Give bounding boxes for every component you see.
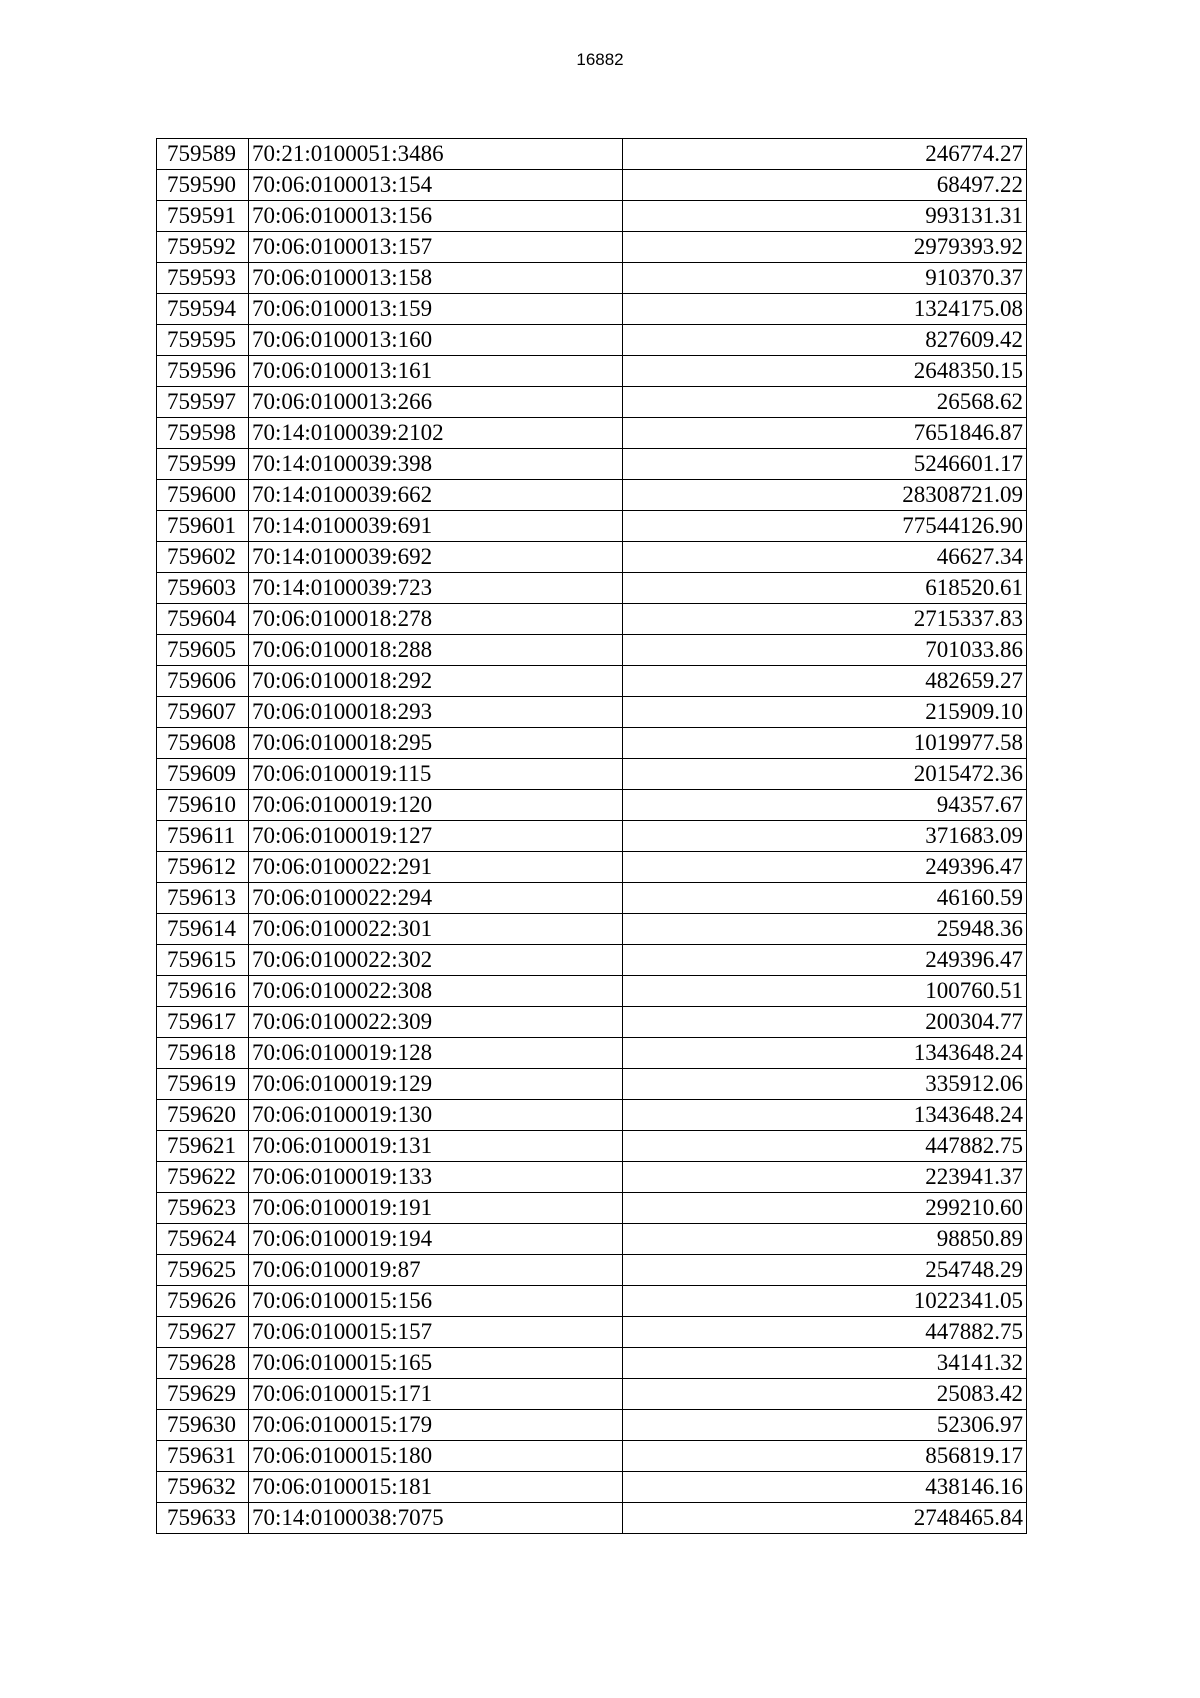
cadastral-number-cell: 70:06:0100019:127 <box>249 821 623 852</box>
cadastral-number-cell: 70:06:0100019:131 <box>249 1131 623 1162</box>
row-number-cell: 759630 <box>157 1410 249 1441</box>
cadastral-number-cell: 70:06:0100022:309 <box>249 1007 623 1038</box>
row-number-cell: 759614 <box>157 914 249 945</box>
row-number-cell: 759596 <box>157 356 249 387</box>
cadastral-value-cell: 7651846.87 <box>623 418 1027 449</box>
table-row <box>157 697 1027 728</box>
table-row <box>157 821 1027 852</box>
cadastral-number-cell: 70:06:0100022:308 <box>249 976 623 1007</box>
cadastral-value-cell: 993131.31 <box>623 201 1027 232</box>
cadastral-value-cell: 910370.37 <box>623 263 1027 294</box>
table-row <box>157 418 1027 449</box>
cadastral-value-cell: 2748465.84 <box>623 1503 1027 1534</box>
table-row <box>157 325 1027 356</box>
table-row <box>157 790 1027 821</box>
row-number-cell: 759600 <box>157 480 249 511</box>
cadastral-value-cell: 254748.29 <box>623 1255 1027 1286</box>
cadastral-number-cell: 70:06:0100019:130 <box>249 1100 623 1131</box>
cadastral-number-cell: 70:06:0100013:156 <box>249 201 623 232</box>
row-number-cell: 759615 <box>157 945 249 976</box>
row-number-cell: 759605 <box>157 635 249 666</box>
cadastral-value-cell: 2715337.83 <box>623 604 1027 635</box>
cadastral-value-cell: 2648350.15 <box>623 356 1027 387</box>
cadastral-number-cell: 70:06:0100018:278 <box>249 604 623 635</box>
cadastral-value-cell: 438146.16 <box>623 1472 1027 1503</box>
cadastral-value-cell: 2979393.92 <box>623 232 1027 263</box>
cadastral-number-cell: 70:06:0100015:165 <box>249 1348 623 1379</box>
table-row <box>157 1286 1027 1317</box>
cadastral-number-cell: 70:06:0100015:181 <box>249 1472 623 1503</box>
cadastral-number-cell: 70:06:0100015:171 <box>249 1379 623 1410</box>
cadastral-value-cell: 46627.34 <box>623 542 1027 573</box>
row-number-cell: 759621 <box>157 1131 249 1162</box>
row-number-cell: 759624 <box>157 1224 249 1255</box>
table-row <box>157 1100 1027 1131</box>
cadastral-value-cell: 1324175.08 <box>623 294 1027 325</box>
cadastral-value-cell: 827609.42 <box>623 325 1027 356</box>
table-row <box>157 1317 1027 1348</box>
table-row <box>157 356 1027 387</box>
table-row <box>157 666 1027 697</box>
table-row <box>157 1193 1027 1224</box>
cadastral-value-cell: 28308721.09 <box>623 480 1027 511</box>
cadastral-number-cell: 70:06:0100013:158 <box>249 263 623 294</box>
table-row <box>157 914 1027 945</box>
row-number-cell: 759633 <box>157 1503 249 1534</box>
cadastral-value-cell: 77544126.90 <box>623 511 1027 542</box>
table-row <box>157 263 1027 294</box>
cadastral-value-cell: 98850.89 <box>623 1224 1027 1255</box>
row-number-cell: 759620 <box>157 1100 249 1131</box>
row-number-cell: 759628 <box>157 1348 249 1379</box>
table-row <box>157 232 1027 263</box>
table-row <box>157 883 1027 914</box>
cadastral-value-cell: 482659.27 <box>623 666 1027 697</box>
cadastral-number-cell: 70:06:0100018:293 <box>249 697 623 728</box>
cadastral-value-cell: 1343648.24 <box>623 1038 1027 1069</box>
row-number-cell: 759602 <box>157 542 249 573</box>
table-row <box>157 201 1027 232</box>
table-row <box>157 1472 1027 1503</box>
cadastral-number-cell: 70:06:0100019:129 <box>249 1069 623 1100</box>
row-number-cell: 759609 <box>157 759 249 790</box>
cadastral-value-table <box>156 138 1027 1534</box>
cadastral-number-cell: 70:06:0100013:160 <box>249 325 623 356</box>
cadastral-number-cell: 70:21:0100051:3486 <box>249 139 623 170</box>
table-row <box>157 945 1027 976</box>
cadastral-value-cell: 2015472.36 <box>623 759 1027 790</box>
row-number-cell: 759593 <box>157 263 249 294</box>
cadastral-number-cell: 70:06:0100022:291 <box>249 852 623 883</box>
cadastral-value-cell: 701033.86 <box>623 635 1027 666</box>
cadastral-number-cell: 70:06:0100013:161 <box>249 356 623 387</box>
row-number-cell: 759613 <box>157 883 249 914</box>
table-row <box>157 1038 1027 1069</box>
cadastral-number-cell: 70:06:0100019:133 <box>249 1162 623 1193</box>
row-number-cell: 759604 <box>157 604 249 635</box>
table-row <box>157 1007 1027 1038</box>
cadastral-value-cell: 1019977.58 <box>623 728 1027 759</box>
cadastral-number-cell: 70:06:0100015:180 <box>249 1441 623 1472</box>
row-number-cell: 759590 <box>157 170 249 201</box>
table-body <box>157 139 1027 1534</box>
cadastral-value-cell: 299210.60 <box>623 1193 1027 1224</box>
cadastral-number-cell: 70:06:0100013:154 <box>249 170 623 201</box>
cadastral-number-cell: 70:06:0100022:302 <box>249 945 623 976</box>
cadastral-number-cell: 70:06:0100019:191 <box>249 1193 623 1224</box>
cadastral-number-cell: 70:06:0100013:157 <box>249 232 623 263</box>
cadastral-number-cell: 70:06:0100013:159 <box>249 294 623 325</box>
table-row <box>157 604 1027 635</box>
cadastral-number-cell: 70:14:0100039:398 <box>249 449 623 480</box>
row-number-cell: 759632 <box>157 1472 249 1503</box>
row-number-cell: 759594 <box>157 294 249 325</box>
cadastral-number-cell: 70:14:0100039:662 <box>249 480 623 511</box>
cadastral-number-cell: 70:06:0100018:292 <box>249 666 623 697</box>
cadastral-value-cell: 25948.36 <box>623 914 1027 945</box>
row-number-cell: 759591 <box>157 201 249 232</box>
table-row <box>157 1162 1027 1193</box>
table-row <box>157 1255 1027 1286</box>
cadastral-value-cell: 1022341.05 <box>623 1286 1027 1317</box>
table-row <box>157 170 1027 201</box>
cadastral-value-cell: 5246601.17 <box>623 449 1027 480</box>
cadastral-number-cell: 70:06:0100019:115 <box>249 759 623 790</box>
cadastral-value-cell: 1343648.24 <box>623 1100 1027 1131</box>
row-number-cell: 759623 <box>157 1193 249 1224</box>
row-number-cell: 759622 <box>157 1162 249 1193</box>
table-row <box>157 542 1027 573</box>
table-row <box>157 387 1027 418</box>
cadastral-value-cell: 447882.75 <box>623 1317 1027 1348</box>
row-number-cell: 759607 <box>157 697 249 728</box>
cadastral-number-cell: 70:06:0100019:87 <box>249 1255 623 1286</box>
cadastral-number-cell: 70:06:0100022:301 <box>249 914 623 945</box>
cadastral-number-cell: 70:06:0100019:128 <box>249 1038 623 1069</box>
cadastral-value-cell: 25083.42 <box>623 1379 1027 1410</box>
row-number-cell: 759627 <box>157 1317 249 1348</box>
row-number-cell: 759599 <box>157 449 249 480</box>
cadastral-number-cell: 70:14:0100039:691 <box>249 511 623 542</box>
table-row <box>157 480 1027 511</box>
table-row <box>157 1348 1027 1379</box>
row-number-cell: 759598 <box>157 418 249 449</box>
table-row <box>157 1441 1027 1472</box>
page-number: 16882 <box>576 50 624 69</box>
cadastral-number-cell: 70:06:0100015:156 <box>249 1286 623 1317</box>
table-row <box>157 1069 1027 1100</box>
row-number-cell: 759608 <box>157 728 249 759</box>
cadastral-value-cell: 856819.17 <box>623 1441 1027 1472</box>
cadastral-number-cell: 70:14:0100039:2102 <box>249 418 623 449</box>
cadastral-value-cell: 335912.06 <box>623 1069 1027 1100</box>
table-row <box>157 1410 1027 1441</box>
row-number-cell: 759601 <box>157 511 249 542</box>
row-number-cell: 759631 <box>157 1441 249 1472</box>
cadastral-value-cell: 100760.51 <box>623 976 1027 1007</box>
cadastral-value-cell: 447882.75 <box>623 1131 1027 1162</box>
row-number-cell: 759618 <box>157 1038 249 1069</box>
cadastral-value-cell: 249396.47 <box>623 945 1027 976</box>
table-row <box>157 1224 1027 1255</box>
table-row <box>157 573 1027 604</box>
row-number-cell: 759629 <box>157 1379 249 1410</box>
row-number-cell: 759603 <box>157 573 249 604</box>
cadastral-value-cell: 246774.27 <box>623 139 1027 170</box>
cadastral-value-cell: 618520.61 <box>623 573 1027 604</box>
cadastral-number-cell: 70:06:0100022:294 <box>249 883 623 914</box>
cadastral-value-cell: 200304.77 <box>623 1007 1027 1038</box>
row-number-cell: 759625 <box>157 1255 249 1286</box>
table-row <box>157 852 1027 883</box>
table-row <box>157 1131 1027 1162</box>
table-row <box>157 635 1027 666</box>
row-number-cell: 759597 <box>157 387 249 418</box>
cadastral-value-cell: 26568.62 <box>623 387 1027 418</box>
row-number-cell: 759616 <box>157 976 249 1007</box>
cadastral-number-cell: 70:06:0100013:266 <box>249 387 623 418</box>
table-row <box>157 1379 1027 1410</box>
cadastral-number-cell: 70:06:0100018:295 <box>249 728 623 759</box>
cadastral-value-cell: 68497.22 <box>623 170 1027 201</box>
cadastral-value-cell: 34141.32 <box>623 1348 1027 1379</box>
table-row <box>157 449 1027 480</box>
table-row <box>157 976 1027 1007</box>
row-number-cell: 759611 <box>157 821 249 852</box>
table-row <box>157 294 1027 325</box>
table-row <box>157 759 1027 790</box>
row-number-cell: 759619 <box>157 1069 249 1100</box>
table-row <box>157 511 1027 542</box>
cadastral-number-cell: 70:06:0100019:120 <box>249 790 623 821</box>
cadastral-number-cell: 70:06:0100015:179 <box>249 1410 623 1441</box>
cadastral-value-cell: 52306.97 <box>623 1410 1027 1441</box>
row-number-cell: 759610 <box>157 790 249 821</box>
row-number-cell: 759612 <box>157 852 249 883</box>
cadastral-number-cell: 70:06:0100015:157 <box>249 1317 623 1348</box>
row-number-cell: 759617 <box>157 1007 249 1038</box>
cadastral-number-cell: 70:14:0100039:692 <box>249 542 623 573</box>
cadastral-value-cell: 215909.10 <box>623 697 1027 728</box>
row-number-cell: 759592 <box>157 232 249 263</box>
table-row <box>157 728 1027 759</box>
cadastral-number-cell: 70:14:0100038:7075 <box>249 1503 623 1534</box>
cadastral-value-cell: 46160.59 <box>623 883 1027 914</box>
table-row <box>157 139 1027 170</box>
row-number-cell: 759589 <box>157 139 249 170</box>
cadastral-value-cell: 371683.09 <box>623 821 1027 852</box>
cadastral-value-cell: 249396.47 <box>623 852 1027 883</box>
cadastral-number-cell: 70:06:0100019:194 <box>249 1224 623 1255</box>
cadastral-value-cell: 94357.67 <box>623 790 1027 821</box>
table-row <box>157 1503 1027 1534</box>
cadastral-number-cell: 70:06:0100018:288 <box>249 635 623 666</box>
cadastral-value-cell: 223941.37 <box>623 1162 1027 1193</box>
row-number-cell: 759595 <box>157 325 249 356</box>
row-number-cell: 759606 <box>157 666 249 697</box>
row-number-cell: 759626 <box>157 1286 249 1317</box>
cadastral-number-cell: 70:14:0100039:723 <box>249 573 623 604</box>
